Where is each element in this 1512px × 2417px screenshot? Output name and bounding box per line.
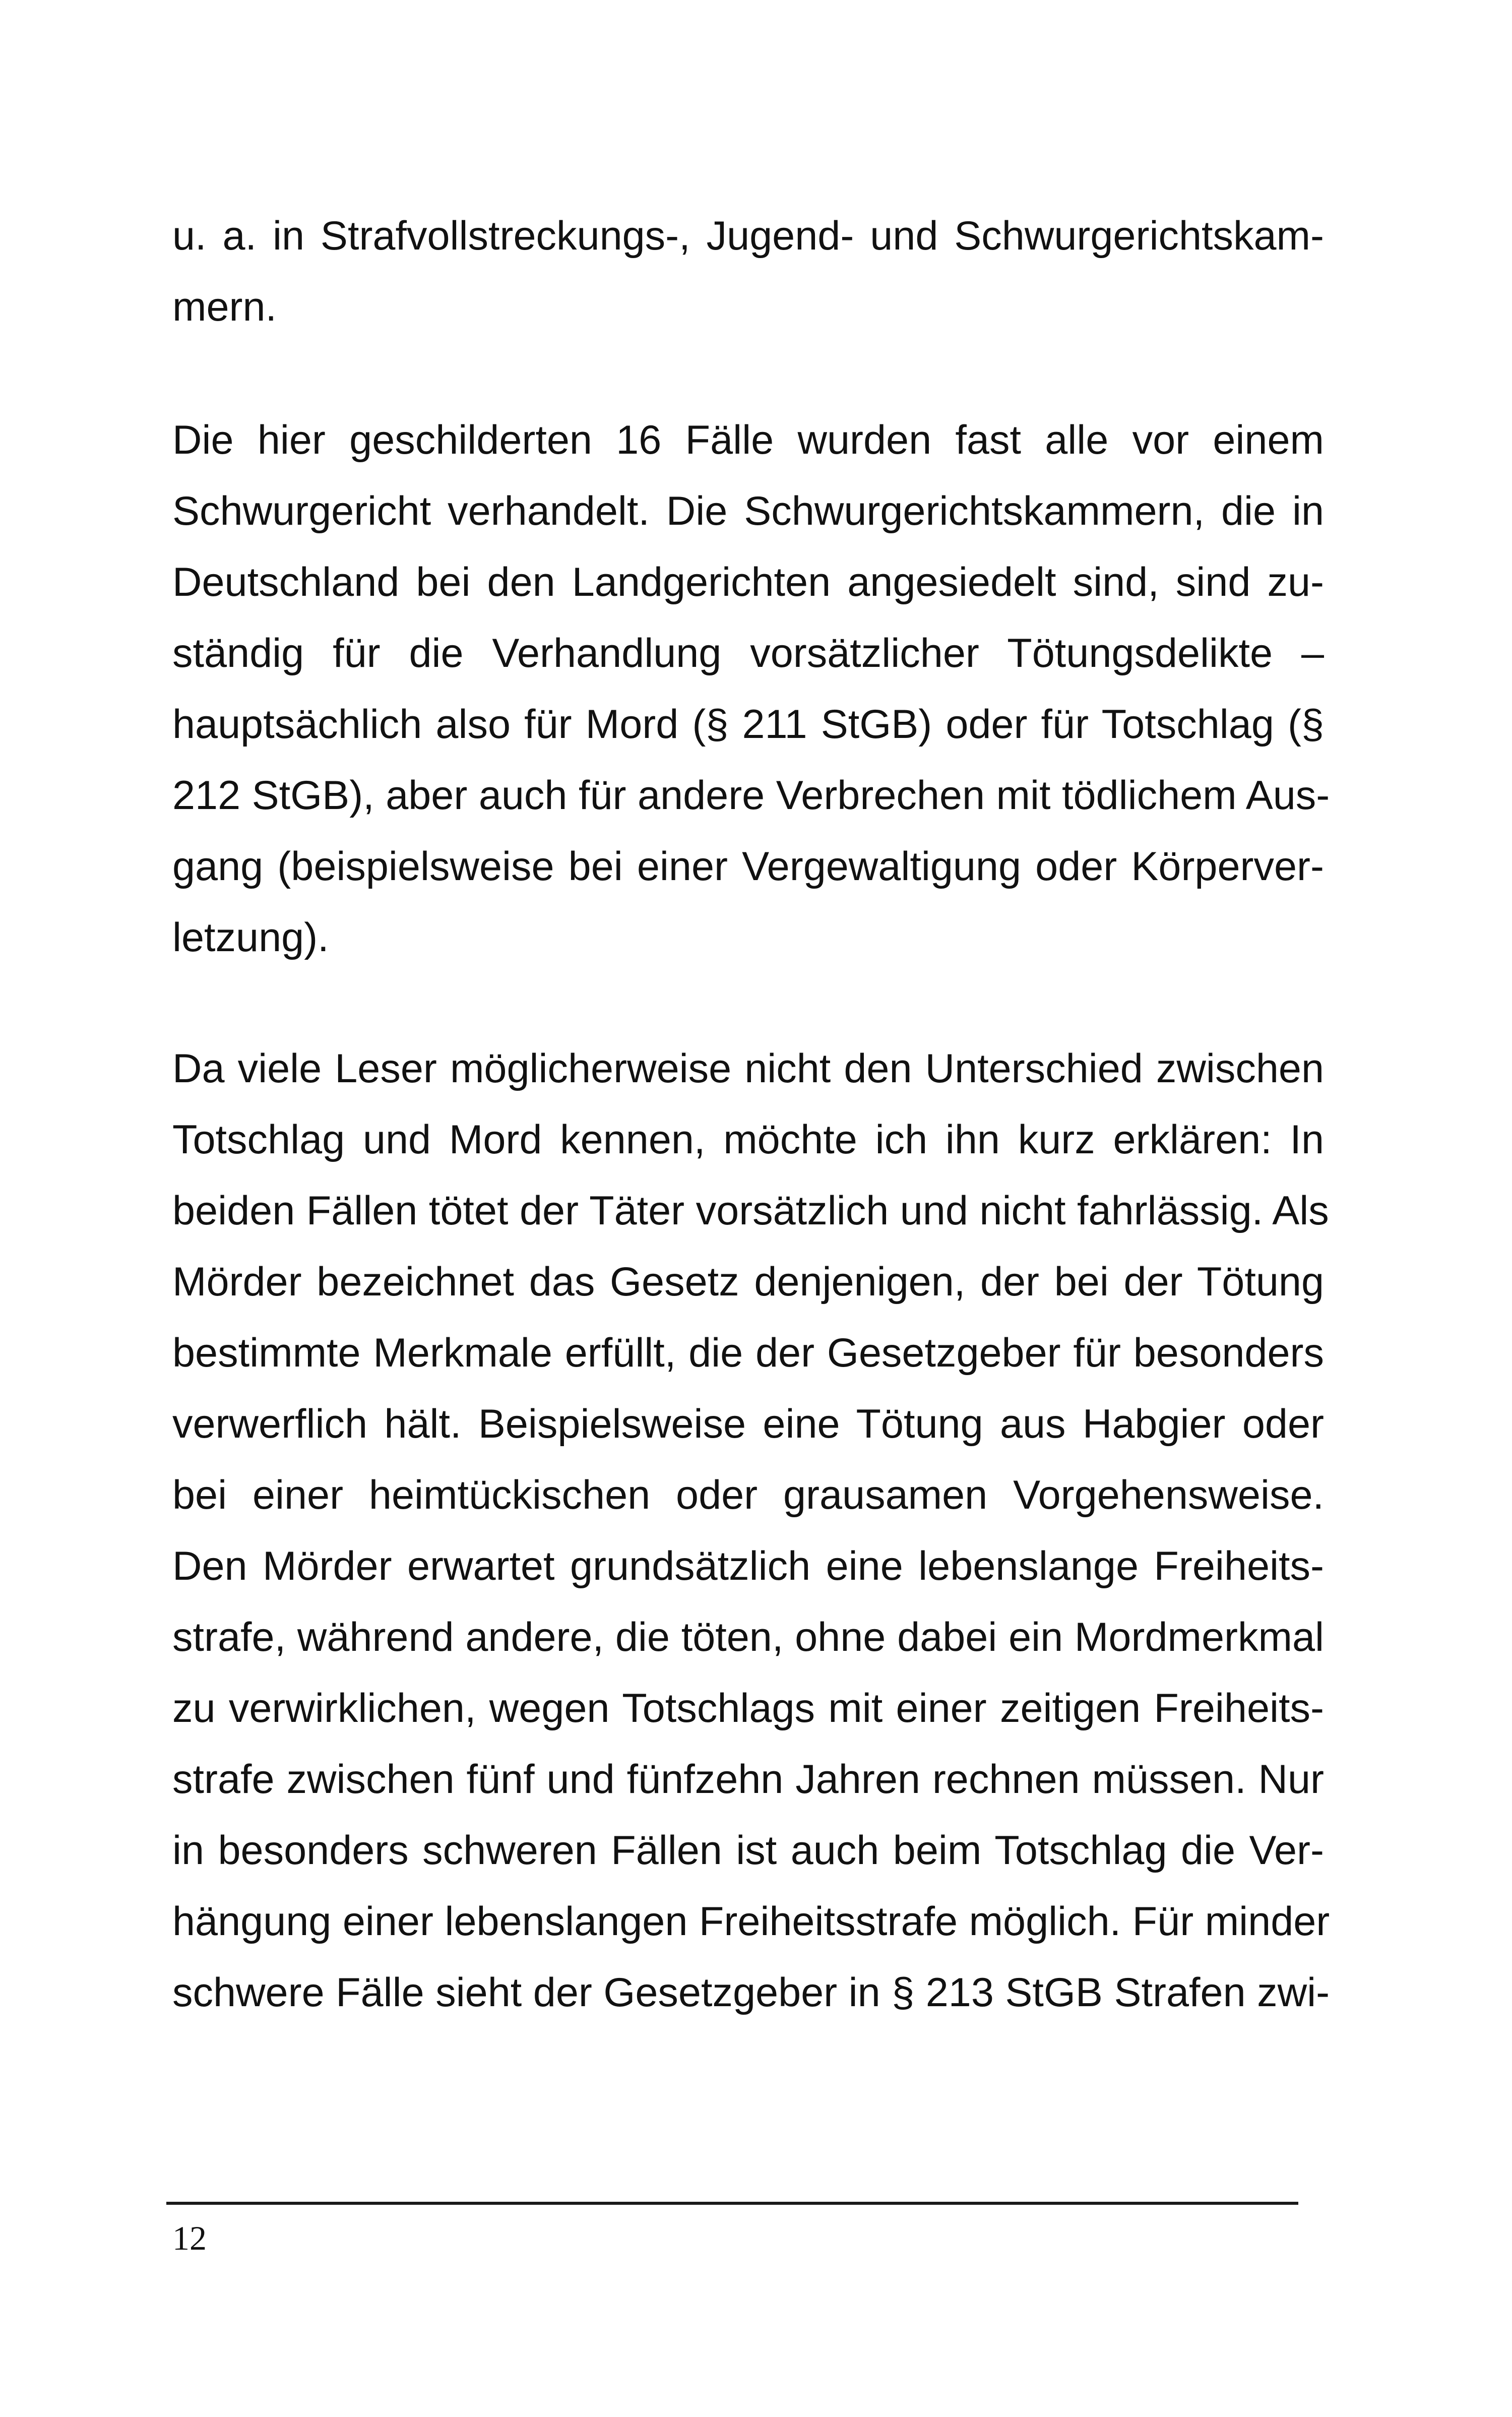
- paragraph-2: [172, 405, 1330, 973]
- text-line: hängung einer lebenslangen Freiheitsstrafe möglich. Für minder: [172, 1899, 1330, 1944]
- text-line: 212 StGB), aber auch für andere Verbrechen mit tödlichem Aus-: [172, 773, 1330, 818]
- text-line: Den Mörder erwartet grundsätzlich eine lebenslange Freiheits-: [172, 1543, 1324, 1589]
- text-line: Die hier geschilderten 16 Fälle wurden fast alle vor einem: [172, 417, 1324, 463]
- text-line: Da viele Leser möglicherweise nicht den Unterschied zwischen: [172, 1046, 1324, 1091]
- text-line: in besonders schweren Fällen ist auch beim Totschlag die Ver-: [172, 1828, 1324, 1873]
- text-line: hauptsächlich also für Mord (§ 211 StGB) oder für Totschlag (§: [172, 702, 1324, 747]
- paragraph-1: [172, 201, 1324, 343]
- text-line: Deutschland bei den Landgerichten angesiedelt sind, sind zu-: [172, 560, 1324, 605]
- paragraph-3: [172, 1033, 1330, 2028]
- text-line: strafe zwischen fünf und fünfzehn Jahren rechnen müssen. Nur: [172, 1757, 1324, 1802]
- text-line: Mörder bezeichnet das Gesetz denjenigen, der bei der Tötung: [172, 1259, 1324, 1305]
- footer-divider: [166, 2202, 1298, 2205]
- text-line: beiden Fällen tötet der Täter vorsätzlich und nicht fahrlässig. Als: [172, 1188, 1329, 1233]
- text-line: mern.: [172, 284, 277, 330]
- text-line: letzung).: [172, 915, 329, 960]
- text-line: gang (beispielsweise bei einer Vergewaltigung oder Körperver-: [172, 844, 1324, 889]
- text-line: ständig für die Verhandlung vorsätzlicher Tötungsdelikte –: [172, 631, 1324, 676]
- text-line: verwerflich hält. Beispielsweise eine Tötung aus Habgier oder: [172, 1401, 1324, 1447]
- page-number: 12: [172, 2219, 207, 2257]
- text-line: bestimmte Merkmale erfüllt, die der Gesetzgeber für besonders: [172, 1330, 1324, 1376]
- text-line: strafe, während andere, die töten, ohne dabei ein Mordmerkmal: [172, 1615, 1324, 1660]
- text-line: Schwurgericht verhandelt. Die Schwurgerichtskammern, die in: [172, 488, 1324, 534]
- text-line: bei einer heimtückischen oder grausamen Vorgehensweise.: [172, 1472, 1324, 1518]
- text-line: Totschlag und Mord kennen, möchte ich ihn kurz erklären: In: [172, 1117, 1324, 1162]
- text-line: schwere Fälle sieht der Gesetzgeber in § 213 StGB Strafen zwi-: [172, 1970, 1330, 2015]
- text-line: zu verwirklichen, wegen Totschlags mit einer zeitigen Freiheits-: [172, 1686, 1324, 1731]
- text-line: u. a. in Strafvollstreckungs-, Jugend- und Schwurgerichtskam-: [172, 213, 1324, 259]
